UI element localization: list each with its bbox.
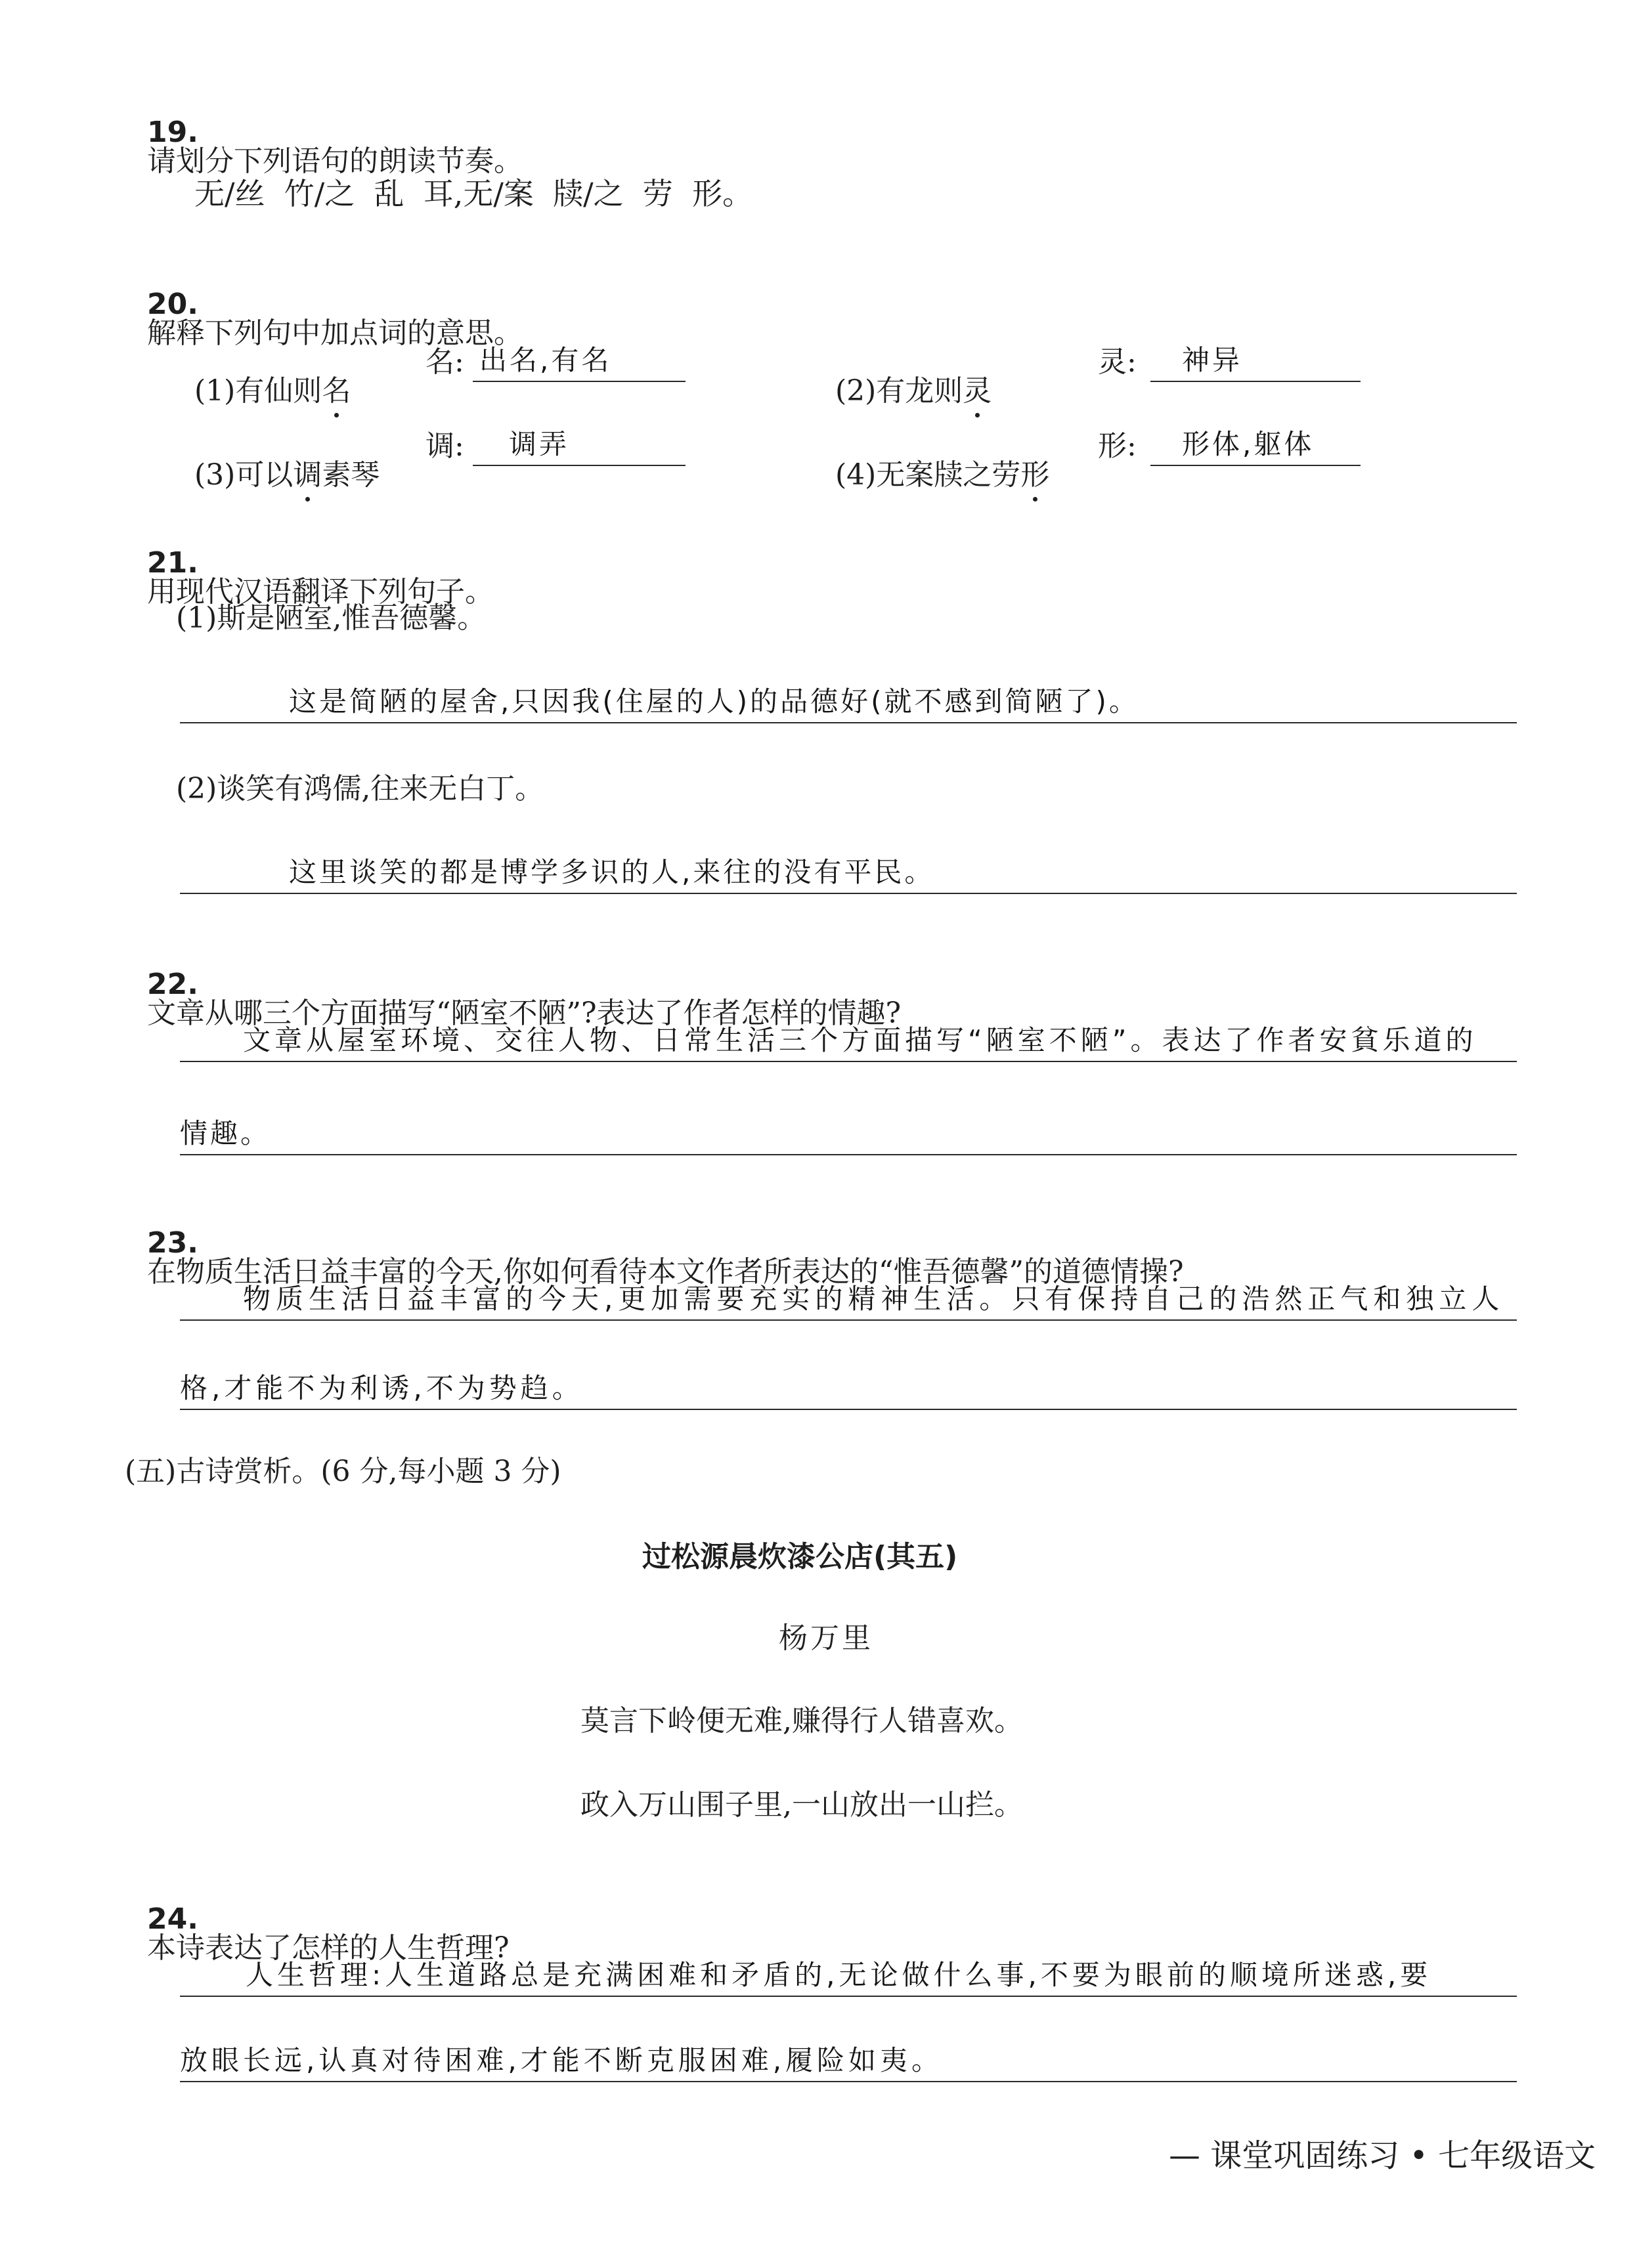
answer-underline xyxy=(180,722,1517,723)
question-20 xyxy=(129,261,523,348)
answer-underline xyxy=(180,1409,1517,1410)
item-prefix: (4)无案牍之劳 xyxy=(835,458,1021,492)
poem-author: 杨万里 xyxy=(779,1621,873,1655)
question-number: 21. xyxy=(146,546,198,580)
question-number: 23. xyxy=(146,1226,198,1260)
dotted-word: 调 xyxy=(293,458,322,492)
item-key: 名: xyxy=(425,345,464,379)
question-number: 19. xyxy=(146,116,198,149)
page-footer: — 课堂巩固练习 • 七年级语文 xyxy=(1169,2137,1596,2174)
answer-handwritten: 形体,躯体 xyxy=(1182,428,1315,460)
answer-handwritten: 格,才能不为利诱,不为势趋。 xyxy=(180,1372,584,1404)
answer-handwritten: 物质生活日益丰富的今天,更加需要充实的精神生活。只有保持自己的浩然正气和独立人 xyxy=(243,1283,1505,1315)
answer-underline xyxy=(180,1154,1517,1155)
item-prefix: (3)可以 xyxy=(194,458,294,492)
question-text: 在物质生活日益丰富的今天,你如何看待本文作者所表达的“惟吾德馨”的道德情操? xyxy=(146,1255,1184,1289)
answer-handwritten: 调弄 xyxy=(509,428,570,460)
item-prefix: (1)有仙则 xyxy=(194,374,322,408)
answer-underline xyxy=(1150,381,1361,382)
answer-handwritten: 情趣。 xyxy=(180,1117,271,1149)
poem-line-2: 政入万山围子里,一山放出一山拦。 xyxy=(580,1788,1023,1822)
answer-handwritten: 放眼长远,认真对待困难,才能不断克服困难,履险如夷。 xyxy=(180,2044,944,2076)
word-item-1 xyxy=(176,348,351,406)
dotted-word: 形 xyxy=(1020,458,1050,492)
answer-underline xyxy=(180,1996,1517,1997)
question-number: 24. xyxy=(146,1902,198,1936)
question-text: 本诗表达了怎样的人生哲理? xyxy=(146,1931,510,1965)
answer-underline xyxy=(180,2081,1517,2082)
answer-handwritten: 这是简陋的屋舍,只因我(住屋的人)的品德好(就不感到简陋了)。 xyxy=(289,685,1139,717)
poem-line-1: 莫言下岭便无难,赚得行人错喜欢。 xyxy=(580,1704,1023,1738)
question-text: 请划分下列语句的朗读节奏。 xyxy=(146,144,523,178)
question-24 xyxy=(129,1876,510,1963)
dotted-word: 名 xyxy=(322,374,351,408)
question-21 xyxy=(129,520,494,607)
item-key: 调: xyxy=(425,429,464,463)
question-text: 解释下列句中加点词的意思。 xyxy=(146,316,523,350)
sub-question-2: (2)谈笑有鸿儒,往来无白丁。 xyxy=(176,772,544,805)
poem-title: 过松源晨炊漆公店(其五) xyxy=(642,1540,958,1573)
answer-underline xyxy=(1150,465,1361,466)
question-text: 用现代汉语翻译下列句子。 xyxy=(146,575,494,609)
question-number: 22. xyxy=(146,968,198,1001)
answer-underline xyxy=(180,893,1517,894)
question-number: 20. xyxy=(146,288,198,321)
sub-question-1: (1)斯是陋室,惟吾德馨。 xyxy=(176,601,487,635)
answer-handwritten: 这里谈笑的都是博学多识的人,来往的没有平民。 xyxy=(289,856,935,888)
dotted-word: 灵 xyxy=(963,374,992,408)
answer-underline xyxy=(473,465,686,466)
word-item-3 xyxy=(176,432,380,490)
answer-handwritten: 出名,有名 xyxy=(479,344,612,376)
item-suffix: 素琴 xyxy=(322,458,380,492)
item-prefix: (2)有龙则 xyxy=(835,374,963,408)
item-key: 灵: xyxy=(1098,345,1137,379)
rhythm-line: 无/丝 竹/之 乱 耳,无/案 牍/之 劳 形。 xyxy=(194,176,753,211)
answer-handwritten: 人生哲理:人生道路总是充满困难和矛盾的,无论做什么事,不要为眼前的顺境所迷惑,要 xyxy=(246,1959,1432,1991)
item-key: 形: xyxy=(1098,429,1137,463)
answer-handwritten: 神异 xyxy=(1182,344,1243,376)
answer-underline xyxy=(180,1319,1517,1321)
question-23 xyxy=(129,1200,1184,1287)
answer-underline xyxy=(473,381,686,382)
answer-underline xyxy=(180,1061,1517,1062)
section-heading: (五)古诗赏析。(6 分,每小题 3 分) xyxy=(125,1455,561,1488)
question-22 xyxy=(129,941,901,1028)
question-19 xyxy=(129,89,523,176)
question-text: 文章从哪三个方面描写“陋室不陋”?表达了作者怎样的情趣? xyxy=(146,996,902,1030)
word-item-4 xyxy=(817,432,1049,490)
answer-handwritten: 文章从屋室环境、交往人物、日常生活三个方面描写“陋室不陋”。表达了作者安貧乐道的 xyxy=(243,1024,1477,1056)
word-item-2 xyxy=(817,348,992,406)
